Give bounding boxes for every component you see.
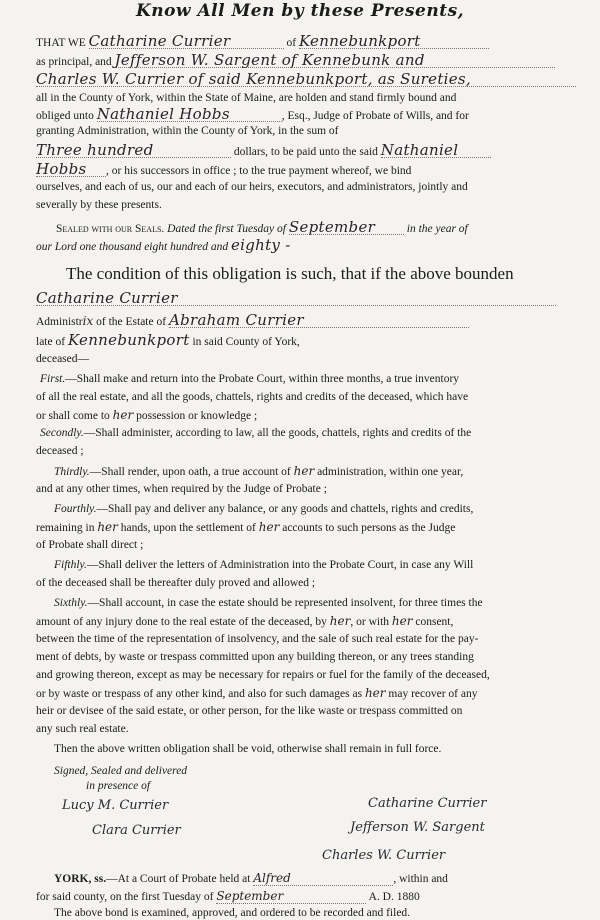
fifth-text-1: —Shall deliver the letters of Administration into the Probate Court, in case any Will [86, 559, 474, 571]
approved-line: The above bond is examined, approved, and ordered to be recorded and filed. [54, 907, 411, 919]
para1-line8 [36, 162, 584, 178]
dollars-text: dollars, to be paid unto the said [233, 146, 378, 158]
first-text-1: —Shall make and return into the Probate Court, within three months, a true inventory [65, 373, 460, 385]
first-clause-line2: of all the real estate, and all the goods, chattels, rights and credits of the deceased, which have [36, 391, 469, 403]
of-label: of [286, 37, 297, 49]
first-text-3b: possession or knowledge ; [136, 410, 258, 422]
para1-line6: granting Administration, within the County of York, in the sum of [36, 125, 339, 137]
sixth-text-2a: amount of any injury done to the real estate of the deceased, by [36, 616, 327, 628]
third-text-1b: administration, within one year, [317, 466, 464, 478]
judge-last-name: Hobbs [36, 162, 106, 177]
document-heading: Know All Men by these Presents, [135, 1, 465, 21]
court-month: September [216, 889, 366, 904]
her-pronoun: her [391, 614, 413, 628]
signer-3-signature: Charles W. Currier [322, 848, 446, 863]
surety-2: Charles W. Currier of said Kennebunkport, as Sureties, [36, 72, 576, 87]
third-label: Thirdly. [54, 466, 90, 478]
her-pronoun: her [97, 520, 118, 534]
within-text: , within and [393, 873, 448, 885]
fourth-clause-line1 [54, 502, 600, 516]
first-label: First. [40, 373, 66, 385]
sealed-month: September [289, 220, 404, 235]
second-clause-line1 [40, 426, 588, 440]
surety-1: Jefferson W. Sargent of Kennebunk and [115, 53, 555, 68]
second-label: Secondly. [40, 427, 84, 439]
principal-place: Kennebunkport [299, 34, 489, 49]
fifth-clause-line1 [54, 558, 600, 572]
signer-1-signature: Catharine Currier [368, 796, 487, 811]
lord-line [36, 238, 584, 254]
para1-line5 [36, 107, 584, 123]
sixth-text-2b: , or with [350, 616, 390, 628]
first-clause-line3 [36, 408, 584, 423]
sixth-clause-line5: and growing thereon, except as may be necessary for repairs or fuel for the family of the deceased, [36, 669, 490, 681]
signer-2-signature: Jefferson W. Sargent [350, 820, 485, 835]
para1-line9: ourselves, and each of us, our and each of our heirs, executors, and administrators, jointly and [36, 181, 468, 193]
court-line1 [54, 871, 584, 886]
court-line2 [36, 889, 584, 904]
para1-line2 [36, 53, 584, 69]
late-place: Kennebunkport [67, 331, 190, 349]
sixth-clause-line2 [36, 614, 584, 629]
fourth-text-2b: hands, upon the settlement of [120, 522, 256, 534]
fourth-text-1: —Shall pay and deliver any balance, or any goods and chattels, rights and credits, [96, 503, 474, 515]
second-clause-line2: deceased ; [36, 445, 84, 457]
her-pronoun: her [329, 614, 351, 628]
para1-line10: severally by these presents. [36, 199, 162, 211]
administr-suffix: ix [82, 314, 94, 328]
para1-line4: all in the County of York, within the State of Maine, are holden and stand firmly bound and [36, 92, 457, 104]
sixth-clause-line3: between the time of the representation of insolvency, and the sale of such real estate for the pay- [36, 633, 479, 645]
court-place: Alfred [253, 871, 393, 886]
her-pronoun: her [112, 408, 134, 422]
sealed-label: Sealed with our Seals. [56, 223, 165, 235]
her-pronoun: her [364, 686, 386, 700]
sixth-clause-line8: any such real estate. [36, 723, 129, 735]
deceased-line: deceased— [36, 353, 89, 365]
fourth-clause-line3: of Probate shall direct ; [36, 539, 144, 551]
first-text-3a: or shall come to [36, 410, 110, 422]
dated-text: Dated the first Tuesday of [167, 223, 286, 235]
fourth-text-2a: remaining in [36, 522, 95, 534]
sixth-text-6b: may recover of any [388, 688, 478, 700]
sixth-label: Sixthly. [54, 597, 88, 609]
signed-line1: Signed, Sealed and delivered [54, 765, 188, 777]
sixth-clause-line4: ment of debts, by waste or trespass committed upon any building thereon, or any trees standing [36, 651, 474, 663]
year-of-text: in the year of [406, 223, 468, 235]
judge-first-name: Nathaniel [381, 143, 491, 158]
sixth-clause-line1 [54, 596, 600, 610]
fifth-label: Fifthly. [54, 559, 87, 571]
as-principal-label: as principal, and [36, 56, 112, 68]
sixth-text-1: —Shall account, in case the estate should be represented insolvent, for three times the [87, 597, 483, 609]
third-clause-line1 [54, 464, 600, 479]
fourth-label: Fourthly. [54, 503, 97, 515]
fourth-clause-line2 [36, 520, 584, 535]
admin-name-line [36, 291, 584, 307]
para1-line3 [36, 72, 584, 88]
sixth-text-2c: consent, [415, 616, 454, 628]
judge-name: Nathaniel Hobbs [97, 107, 282, 122]
administr-label: Administr [36, 316, 83, 328]
signed-line2: in presence of [86, 780, 151, 792]
witness-1-signature: Lucy M. Currier [62, 798, 169, 813]
third-text-1a: —Shall render, upon oath, a true account of [89, 466, 291, 478]
second-text-1: —Shall administer, according to law, all the goods, chattels, rights and credits of the [83, 427, 472, 439]
witness-2-signature: Clara Currier [92, 823, 181, 838]
estate-of-label: of the Estate of [96, 316, 167, 328]
condition-heading: The condition of this obligation is such, that if the above bounden [66, 264, 514, 283]
court-text: —At a Court of Probate held at [106, 873, 251, 885]
administratrix-name: Catharine Currier [36, 291, 556, 306]
york-label: YORK, ss. [54, 873, 107, 885]
sixth-text-6a: or by waste or trespass of any other kind, and also for such damages as [36, 688, 363, 700]
for-said-text: for said county, on the first Tuesday of [36, 891, 214, 903]
third-clause-line2: and at any other times, when required by the Judge of Probate ; [36, 483, 327, 495]
sixth-clause-line6 [36, 686, 584, 701]
deceased-name: Abraham Currier [169, 313, 469, 328]
first-clause-line1 [40, 372, 588, 386]
principal-name: Catharine Currier [89, 34, 284, 49]
para1-line7 [36, 143, 584, 159]
county-text: in said County of York, [192, 336, 300, 348]
sealed-line [56, 220, 584, 236]
para1-line1 [36, 34, 584, 50]
court-year: A. D. 1880 [368, 891, 420, 903]
fourth-text-2c: accounts to such persons as the Judge [282, 522, 456, 534]
late-of-label: late of [36, 336, 66, 348]
bond-sum: Three hundred [36, 143, 231, 158]
sixth-clause-line7: heir or devisee of the said estate, or other person, for the like waste or trespass committed on [36, 705, 463, 717]
her-pronoun: her [258, 520, 280, 534]
fifth-clause-line2: of the deceased shall be thereafter duly proved and allowed ; [36, 577, 316, 589]
judge-text: , Esq., Judge of Probate of Wills, and for [281, 110, 469, 122]
void-line: Then the above written obligation shall be void, otherwise shall remain in full force. [54, 743, 442, 755]
successors-text: , or his successors in office ; to the true payment whereof, we bind [106, 165, 412, 177]
sealed-year: eighty - [230, 236, 291, 254]
estate-line [36, 313, 584, 329]
late-of-line [36, 333, 584, 349]
her-pronoun: her [293, 464, 315, 478]
obliged-unto-label: obliged unto [36, 110, 94, 122]
that-we-label: THAT WE [36, 37, 86, 49]
lord-text: our Lord one thousand eight hundred and [36, 241, 229, 253]
